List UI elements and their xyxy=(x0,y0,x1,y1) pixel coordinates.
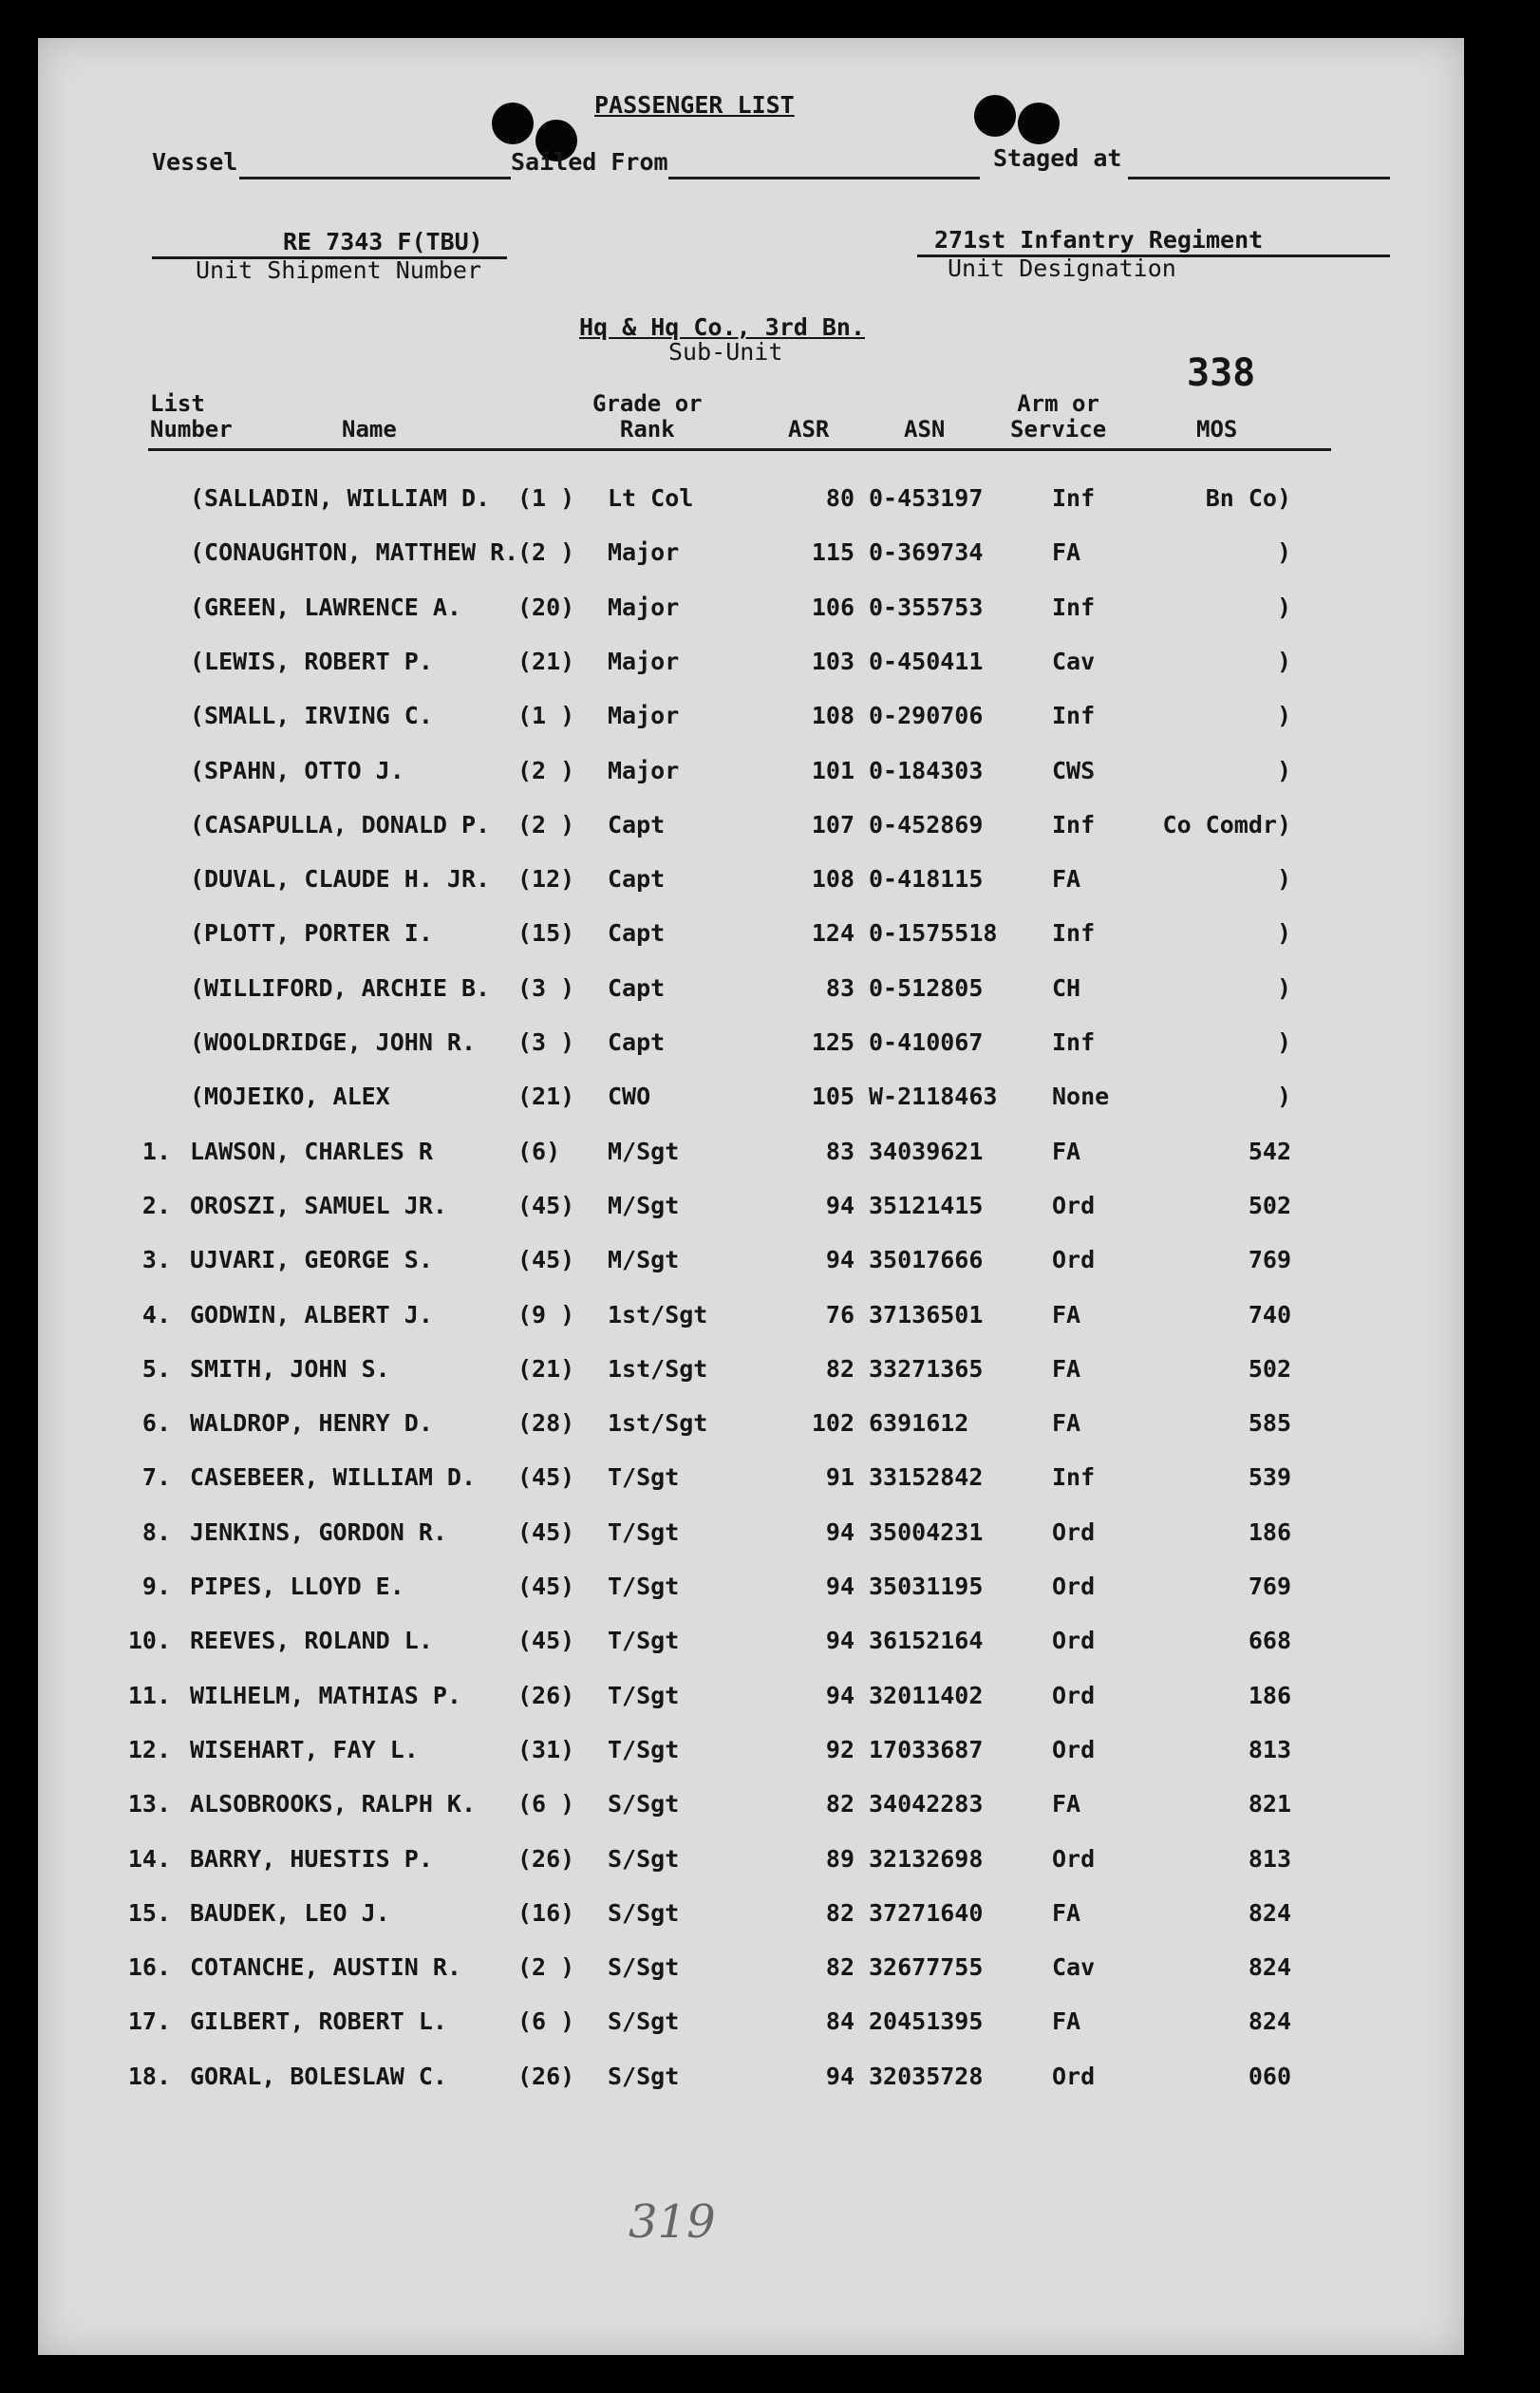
row-group: (26) xyxy=(517,2062,575,2090)
row-arm: CH xyxy=(1052,973,1081,1002)
row-arm: Ord xyxy=(1052,1844,1096,1873)
row-arm: Ord xyxy=(1052,1517,1096,1546)
row-asn: 0-450411 xyxy=(869,647,984,675)
row-name: ALSOBROOKS, RALPH K. xyxy=(190,1790,477,1818)
row-rank: Capt xyxy=(608,973,666,1002)
col-mos: MOS xyxy=(1196,416,1238,443)
handwritten-note: 319 xyxy=(629,2195,716,2249)
row-arm: CWS xyxy=(1052,756,1096,784)
row-group: (12) xyxy=(517,865,575,894)
row-mos: ) xyxy=(1276,1083,1291,1111)
row-mos: ) xyxy=(1276,538,1291,567)
row-list-number: 15. xyxy=(127,1898,171,1927)
row-asr: 125 xyxy=(811,1028,855,1056)
vessel-line xyxy=(239,177,511,179)
row-asn: 17033687 xyxy=(869,1735,984,1763)
row-asr: 84 xyxy=(825,2007,855,2036)
col-name: Name xyxy=(342,416,397,443)
row-asr: 94 xyxy=(825,1517,855,1546)
row-asn: 20451395 xyxy=(869,2007,984,2036)
row-asr: 103 xyxy=(811,647,855,675)
row-name: WILHELM, MATHIAS P. xyxy=(190,1681,461,1709)
row-group: (16) xyxy=(517,1898,575,1927)
row-rank: Capt xyxy=(608,1028,666,1056)
row-group: (1 ) xyxy=(517,702,575,730)
row-rank: T/Sgt xyxy=(608,1681,680,1709)
page-number: 338 xyxy=(1187,351,1256,395)
row-group: (9 ) xyxy=(517,1300,575,1328)
row-asr: 107 xyxy=(811,810,855,838)
table-row xyxy=(38,1301,1464,1339)
row-asr: 102 xyxy=(811,1409,855,1438)
row-name: (SMALL, IRVING C. xyxy=(190,702,433,730)
row-asn: 34039621 xyxy=(869,1137,984,1165)
table-row xyxy=(38,1518,1464,1556)
row-group: (3 ) xyxy=(517,1028,575,1056)
vessel-label: Vessel xyxy=(152,148,238,176)
row-asn: 35121415 xyxy=(869,1191,984,1219)
row-asr: 108 xyxy=(811,702,855,730)
row-group: (31) xyxy=(517,1735,575,1763)
row-name: (LEWIS, ROBERT P. xyxy=(190,647,433,675)
row-asr: 101 xyxy=(811,756,855,784)
row-arm: Cav xyxy=(1052,647,1096,675)
row-list-number: 10. xyxy=(127,1627,171,1655)
row-name: (SPAHN, OTTO J. xyxy=(190,756,404,784)
table-row xyxy=(38,702,1464,740)
row-arm: Ord xyxy=(1052,1735,1096,1763)
row-asn: 35017666 xyxy=(869,1246,984,1274)
row-name: (SALLADIN, WILLIAM D. xyxy=(190,484,491,512)
row-name: GORAL, BOLESLAW C. xyxy=(190,2062,447,2090)
row-name: WALDROP, HENRY D. xyxy=(190,1409,433,1438)
table-row xyxy=(38,1083,1464,1121)
row-mos: 813 xyxy=(1248,1735,1291,1763)
row-mos: Bn Co) xyxy=(1205,484,1291,512)
table-row xyxy=(38,1899,1464,1937)
row-mos: ) xyxy=(1276,973,1291,1002)
row-name: (CONAUGHTON, MATTHEW R. xyxy=(190,538,519,567)
row-mos: 186 xyxy=(1248,1517,1291,1546)
row-mos: 060 xyxy=(1248,2062,1291,2090)
row-group: (6) xyxy=(517,1137,561,1165)
row-mos: ) xyxy=(1276,756,1291,784)
row-asn: 37136501 xyxy=(869,1300,984,1328)
table-row xyxy=(38,1953,1464,1991)
row-group: (28) xyxy=(517,1409,575,1438)
row-rank: Lt Col xyxy=(608,484,694,512)
row-asr: 94 xyxy=(825,1627,855,1655)
row-mos: ) xyxy=(1276,647,1291,675)
row-mos: ) xyxy=(1276,1028,1291,1056)
row-group: (21) xyxy=(517,1354,575,1383)
punch-hole-icon xyxy=(1018,103,1060,144)
row-asr: 105 xyxy=(811,1083,855,1111)
row-rank: M/Sgt xyxy=(608,1137,680,1165)
row-asn: 32035728 xyxy=(869,2062,984,2090)
row-arm: FA xyxy=(1052,538,1081,567)
row-list-number: 6. xyxy=(141,1409,171,1438)
row-arm: FA xyxy=(1052,1898,1081,1927)
row-asn: 32677755 xyxy=(869,1953,984,1982)
table-row xyxy=(38,974,1464,1012)
table-row xyxy=(38,1627,1464,1665)
row-asr: 94 xyxy=(825,1573,855,1600)
row-group: (26) xyxy=(517,1681,575,1709)
row-asn: 0-453197 xyxy=(869,484,984,512)
row-asr: 94 xyxy=(825,2062,855,2090)
row-asn: 0-452869 xyxy=(869,810,984,838)
row-name: OROSZI, SAMUEL JR. xyxy=(190,1191,447,1219)
row-arm: Ord xyxy=(1052,1246,1096,1274)
unit-shipment-number: RE 7343 F(TBU) xyxy=(283,228,483,255)
table-row xyxy=(38,648,1464,686)
table-row xyxy=(38,1028,1464,1066)
row-asr: 83 xyxy=(825,973,855,1002)
row-asr: 94 xyxy=(825,1681,855,1709)
row-group: (45) xyxy=(517,1627,575,1655)
row-mos: 769 xyxy=(1248,1246,1291,1274)
row-arm: FA xyxy=(1052,1137,1081,1165)
row-arm: Ord xyxy=(1052,2062,1096,2090)
row-asr: 92 xyxy=(825,1735,855,1763)
row-group: (45) xyxy=(517,1191,575,1219)
row-rank: Capt xyxy=(608,865,666,894)
row-name: GODWIN, ALBERT J. xyxy=(190,1300,433,1328)
row-asn: 0-369734 xyxy=(869,538,984,567)
row-list-number: 7. xyxy=(141,1463,171,1492)
row-arm: None xyxy=(1052,1083,1110,1111)
row-mos: 813 xyxy=(1248,1844,1291,1873)
row-rank: T/Sgt xyxy=(608,1627,680,1655)
row-asn: 0-355753 xyxy=(869,593,984,621)
row-asn: 37271640 xyxy=(869,1898,984,1927)
row-name: (DUVAL, CLAUDE H. JR. xyxy=(190,865,491,894)
row-name: SMITH, JOHN S. xyxy=(190,1354,390,1383)
row-group: (26) xyxy=(517,1844,575,1873)
sailed-from-label: Sailed From xyxy=(511,148,668,176)
row-list-number: 14. xyxy=(127,1844,171,1873)
row-group: (45) xyxy=(517,1463,575,1492)
col-asr: ASR xyxy=(788,416,830,443)
row-asn: 0-512805 xyxy=(869,973,984,1002)
row-list-number: 3. xyxy=(141,1246,171,1274)
row-asr: 115 xyxy=(811,538,855,567)
row-asr: 94 xyxy=(825,1191,855,1219)
unit-designation-label: Unit Designation xyxy=(948,254,1176,282)
row-asn: 0-1575518 xyxy=(869,919,998,948)
row-group: (6 ) xyxy=(517,2007,575,2036)
row-mos: ) xyxy=(1276,702,1291,730)
row-arm: Inf xyxy=(1052,484,1096,512)
row-group: (2 ) xyxy=(517,810,575,838)
row-rank: 1st/Sgt xyxy=(608,1300,708,1328)
row-asr: 82 xyxy=(825,1898,855,1927)
row-arm: FA xyxy=(1052,1409,1081,1438)
row-arm: FA xyxy=(1052,865,1081,894)
row-rank: T/Sgt xyxy=(608,1735,680,1763)
row-name: (MOJEIKO, ALEX xyxy=(190,1083,390,1111)
row-rank: M/Sgt xyxy=(608,1191,680,1219)
row-asr: 82 xyxy=(825,1354,855,1383)
row-group: (21) xyxy=(517,647,575,675)
row-name: PIPES, LLOYD E. xyxy=(190,1573,404,1600)
staged-at-line xyxy=(1128,177,1390,179)
table-row xyxy=(38,757,1464,795)
table-row xyxy=(38,484,1464,522)
row-asn: 0-184303 xyxy=(869,756,984,784)
row-group: (21) xyxy=(517,1083,575,1111)
row-rank: S/Sgt xyxy=(608,2062,680,2090)
row-arm: Inf xyxy=(1052,702,1096,730)
row-name: JENKINS, GORDON R. xyxy=(190,1517,447,1546)
row-mos: Co Comdr) xyxy=(1162,810,1291,838)
table-row xyxy=(38,1192,1464,1230)
row-arm: Ord xyxy=(1052,1191,1096,1219)
row-asn: 0-410067 xyxy=(869,1028,984,1056)
col-list-number: List Number xyxy=(150,390,233,443)
row-rank: T/Sgt xyxy=(608,1573,680,1600)
row-asn: 35004231 xyxy=(869,1517,984,1546)
row-group: (45) xyxy=(517,1517,575,1546)
row-mos: 502 xyxy=(1248,1354,1291,1383)
row-rank: S/Sgt xyxy=(608,2007,680,2036)
row-group: (3 ) xyxy=(517,973,575,1002)
row-list-number: 18. xyxy=(127,2062,171,2090)
table-row xyxy=(38,1790,1464,1828)
row-asn: 35031195 xyxy=(869,1573,984,1600)
row-name: WISEHART, FAY L. xyxy=(190,1735,419,1763)
table-row xyxy=(38,1246,1464,1284)
row-mos: 186 xyxy=(1248,1681,1291,1709)
table-row xyxy=(38,865,1464,903)
row-asn: 33152842 xyxy=(869,1463,984,1492)
col-arm: Arm or Service xyxy=(1010,390,1107,443)
row-arm: Ord xyxy=(1052,1573,1096,1600)
row-name: (CASAPULLA, DONALD P. xyxy=(190,810,491,838)
row-name: (GREEN, LAWRENCE A. xyxy=(190,593,461,621)
row-list-number: 9. xyxy=(141,1573,171,1600)
table-row xyxy=(38,594,1464,631)
row-rank: T/Sgt xyxy=(608,1463,680,1492)
punch-hole-icon xyxy=(492,103,534,144)
row-list-number: 16. xyxy=(127,1953,171,1982)
row-arm: FA xyxy=(1052,2007,1081,2036)
row-name: COTANCHE, AUSTIN R. xyxy=(190,1953,461,1982)
table-row xyxy=(38,2007,1464,2045)
row-rank: 1st/Sgt xyxy=(608,1409,708,1438)
row-list-number: 13. xyxy=(127,1790,171,1818)
page-title: PASSENGER LIST xyxy=(594,91,795,119)
row-asn: 32132698 xyxy=(869,1844,984,1873)
row-list-number: 5. xyxy=(141,1354,171,1383)
header-rule xyxy=(148,448,1331,451)
row-group: (45) xyxy=(517,1246,575,1274)
row-asr: 89 xyxy=(825,1844,855,1873)
row-mos: ) xyxy=(1276,865,1291,894)
table-row xyxy=(38,1736,1464,1774)
row-rank: Major xyxy=(608,756,680,784)
row-arm: Ord xyxy=(1052,1627,1096,1655)
document-page xyxy=(38,38,1464,2355)
row-name: CASEBEER, WILLIAM D. xyxy=(190,1463,477,1492)
row-asn: 34042283 xyxy=(869,1790,984,1818)
table-row xyxy=(38,919,1464,957)
row-rank: Major xyxy=(608,538,680,567)
row-asr: 80 xyxy=(825,484,855,512)
row-mos: ) xyxy=(1276,919,1291,948)
row-mos: 502 xyxy=(1248,1191,1291,1219)
row-asr: 76 xyxy=(825,1300,855,1328)
row-arm: Inf xyxy=(1052,593,1096,621)
row-list-number: 4. xyxy=(141,1300,171,1328)
row-rank: S/Sgt xyxy=(608,1790,680,1818)
col-asn: ASN xyxy=(904,416,946,443)
row-name: (PLOTT, PORTER I. xyxy=(190,919,433,948)
row-group: (1 ) xyxy=(517,484,575,512)
row-group: (2 ) xyxy=(517,756,575,784)
row-name: (WOOLDRIDGE, JOHN R. xyxy=(190,1028,477,1056)
table-row xyxy=(38,1463,1464,1501)
row-name: REEVES, ROLAND L. xyxy=(190,1627,433,1655)
row-mos: 539 xyxy=(1248,1463,1291,1492)
row-rank: Major xyxy=(608,647,680,675)
row-mos: 585 xyxy=(1248,1409,1291,1438)
row-mos: 824 xyxy=(1248,1953,1291,1982)
row-rank: Major xyxy=(608,593,680,621)
row-asr: 106 xyxy=(811,593,855,621)
row-arm: Inf xyxy=(1052,1028,1096,1056)
row-asr: 82 xyxy=(825,1953,855,1982)
table-row xyxy=(38,1355,1464,1393)
sub-unit-label: Sub-Unit xyxy=(668,338,783,366)
row-name: BAUDEK, LEO J. xyxy=(190,1898,390,1927)
row-asn: 33271365 xyxy=(869,1354,984,1383)
row-asr: 94 xyxy=(825,1246,855,1274)
row-list-number: 11. xyxy=(127,1681,171,1709)
row-name: LAWSON, CHARLES R xyxy=(190,1137,433,1165)
row-mos: 824 xyxy=(1248,1898,1291,1927)
row-mos: 769 xyxy=(1248,1573,1291,1600)
row-mos: 740 xyxy=(1248,1300,1291,1328)
row-asn: 0-290706 xyxy=(869,702,984,730)
row-asr: 91 xyxy=(825,1463,855,1492)
table-row xyxy=(38,1409,1464,1447)
table-row xyxy=(38,538,1464,576)
row-group: (45) xyxy=(517,1573,575,1600)
row-arm: Inf xyxy=(1052,1463,1096,1492)
row-rank: Capt xyxy=(608,919,666,948)
row-mos: ) xyxy=(1276,593,1291,621)
row-rank: T/Sgt xyxy=(608,1517,680,1546)
row-rank: S/Sgt xyxy=(608,1844,680,1873)
row-asn: 36152164 xyxy=(869,1627,984,1655)
row-mos: 824 xyxy=(1248,2007,1291,2036)
row-name: UJVARI, GEORGE S. xyxy=(190,1246,433,1274)
row-rank: 1st/Sgt xyxy=(608,1354,708,1383)
row-group: (20) xyxy=(517,593,575,621)
row-arm: FA xyxy=(1052,1354,1081,1383)
col-grade: Grade or Rank xyxy=(592,390,703,443)
row-group: (6 ) xyxy=(517,1790,575,1818)
row-rank: Capt xyxy=(608,810,666,838)
sailed-from-line xyxy=(668,177,980,179)
row-mos: 542 xyxy=(1248,1137,1291,1165)
row-asn: W-2118463 xyxy=(869,1083,998,1111)
row-asn: 0-418115 xyxy=(869,865,984,894)
row-arm: FA xyxy=(1052,1790,1081,1818)
row-rank: S/Sgt xyxy=(608,1898,680,1927)
row-arm: Inf xyxy=(1052,810,1096,838)
table-row xyxy=(38,1573,1464,1611)
punch-hole-icon xyxy=(974,95,1016,137)
row-group: (2 ) xyxy=(517,1953,575,1982)
row-name: BARRY, HUESTIS P. xyxy=(190,1844,433,1873)
table-row xyxy=(38,1845,1464,1883)
row-asr: 124 xyxy=(811,919,855,948)
row-list-number: 2. xyxy=(141,1191,171,1219)
row-asn: 6391612 xyxy=(869,1409,969,1438)
unit-designation: 271st Infantry Regiment xyxy=(934,226,1264,254)
row-asr: 82 xyxy=(825,1790,855,1818)
row-list-number: 17. xyxy=(127,2007,171,2036)
row-rank: CWO xyxy=(608,1083,651,1111)
row-list-number: 12. xyxy=(127,1735,171,1763)
row-arm: Inf xyxy=(1052,919,1096,948)
unit-shipment-label: Unit Shipment Number xyxy=(196,256,482,284)
row-name: GILBERT, ROBERT L. xyxy=(190,2007,447,2036)
staged-at-label: Staged at xyxy=(993,144,1122,172)
row-asr: 108 xyxy=(811,865,855,894)
sub-unit: Hq & Hq Co., 3rd Bn. xyxy=(579,313,866,341)
row-asn: 32011402 xyxy=(869,1681,984,1709)
row-rank: M/Sgt xyxy=(608,1246,680,1274)
table-row xyxy=(38,811,1464,849)
row-arm: Ord xyxy=(1052,1681,1096,1709)
row-list-number: 1. xyxy=(141,1137,171,1165)
row-name: (WILLIFORD, ARCHIE B. xyxy=(190,973,491,1002)
row-list-number: 8. xyxy=(141,1517,171,1546)
table-row xyxy=(38,1682,1464,1720)
row-asr: 83 xyxy=(825,1137,855,1165)
row-mos: 668 xyxy=(1248,1627,1291,1655)
row-rank: Major xyxy=(608,702,680,730)
row-group: (15) xyxy=(517,919,575,948)
row-group: (2 ) xyxy=(517,538,575,567)
row-arm: FA xyxy=(1052,1300,1081,1328)
table-row xyxy=(38,2063,1464,2101)
row-rank: S/Sgt xyxy=(608,1953,680,1982)
row-mos: 821 xyxy=(1248,1790,1291,1818)
table-row xyxy=(38,1138,1464,1176)
row-arm: Cav xyxy=(1052,1953,1096,1982)
